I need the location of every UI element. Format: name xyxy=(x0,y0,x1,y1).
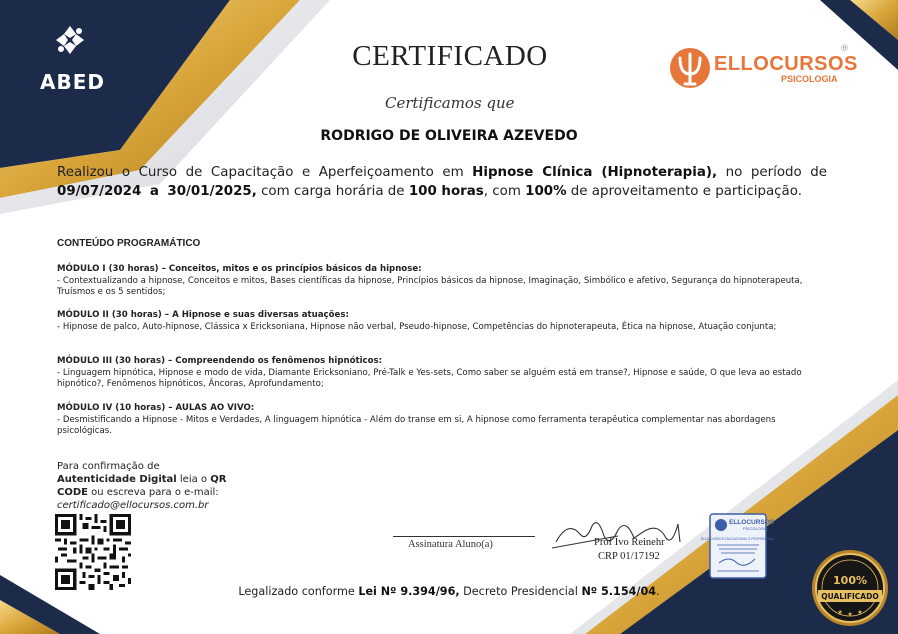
start-date: 09/07/2024 xyxy=(57,184,142,199)
ellocursos-name: ELLOCURSOS xyxy=(714,53,858,75)
course-name: Hipnose Clínica (Hipnoterapia), xyxy=(472,165,718,180)
module-text: - Hipnose de palco, Auto-hipnose, Clássica x Ericksoniana, Hipnose não verbal, Pseudo-hipnose, Competências do hipnoterapeuta, Ética na hipnose, Atuação conjunta; xyxy=(57,321,777,332)
module-text: - Desmistificando a Hipnose - Mitos e Verdades, A linguagem hipnótica - Além do transe em si, A hipnose como ferramenta terapêutica complementar nas abordagens psicológicas. xyxy=(57,414,776,436)
ellocursos-sub: PSICOLOGIA xyxy=(781,74,838,84)
svg-text:★: ★ xyxy=(857,609,863,616)
verification-text: ou escreva para o e-mail: xyxy=(87,487,219,498)
certificate-body xyxy=(57,163,827,201)
seal-percent: 100% xyxy=(833,574,867,587)
module-block xyxy=(57,403,827,438)
student-signature-line xyxy=(393,536,535,537)
abed-logo-text: ABED xyxy=(40,70,105,94)
module-text: - Linguagem hipnótica, Hipnose e modo de vida, Diamante Ericksoniano, Pré-Talk e Yes-sets, Como saber se alguém está em transe?, Hipnose e saúde, O que leva ao estado hipnótico?, Fenômenos hipnóticos, Âncoras, Aprofundamento; xyxy=(57,367,802,389)
seal-label: QUALIFICADO xyxy=(821,592,879,601)
module-block xyxy=(57,310,827,333)
module-title: MÓDULO II (30 horas) – A Hipnose e suas diversas atuações: xyxy=(57,310,349,320)
student-signature-label: Assinatura Aluno(a) xyxy=(408,539,493,550)
stamp-brand: ELLOCURSOS xyxy=(729,519,775,526)
verification-text: leia o xyxy=(176,474,211,485)
institution-stamp-icon xyxy=(701,513,775,579)
quality-seal-icon xyxy=(810,548,890,628)
course-hours: 100 horas xyxy=(408,184,484,199)
certifies-line: Certificamos que xyxy=(385,94,515,112)
module-title: MÓDULO I (30 horas) – Conceitos, mitos e os princípios básicos da hipnose: xyxy=(57,264,422,274)
svg-text:★: ★ xyxy=(847,611,853,618)
legal-law: Lei Nº 9.394/96, xyxy=(358,585,460,598)
legal-text: Legalizado conforme xyxy=(238,585,359,598)
verification-text: QR xyxy=(210,474,227,485)
body-text: a xyxy=(149,184,159,199)
module-title: MÓDULO III (30 horas) – Compreendendo os fenômenos hipnóticos: xyxy=(57,356,383,366)
module-block xyxy=(57,356,827,391)
module-title: MÓDULO IV (10 horas) – AULAS AO VIVO: xyxy=(57,403,255,413)
end-date: 30/01/2025, xyxy=(167,184,257,199)
registered-mark: ® xyxy=(840,44,849,54)
body-text: Realizou o Curso de Capacitação e Aperfeiçoamento em xyxy=(57,165,473,180)
body-text: com carga horária de xyxy=(256,184,409,199)
module-block xyxy=(57,264,827,299)
completion-percent: 100% xyxy=(525,184,567,199)
qr-code-icon[interactable] xyxy=(55,514,131,590)
professor-registration: CRP 01/17192 xyxy=(598,551,660,562)
body-text: no período de xyxy=(717,165,827,180)
professor-name: Prof Ivo Reinehr xyxy=(594,537,665,548)
legal-text: . xyxy=(656,585,660,598)
stamp-sub: PSICOLOGIA xyxy=(743,526,768,531)
verification-text: Autenticidade Digital xyxy=(57,474,177,485)
svg-text:★: ★ xyxy=(837,609,843,616)
content-title: CONTEÚDO PROGRAMÁTICO xyxy=(57,238,201,249)
legal-decree: Nº 5.154/04 xyxy=(581,585,657,598)
verification-text: Para confirmação de xyxy=(57,461,160,472)
verification-text: CODE xyxy=(57,487,88,498)
verification-note xyxy=(57,460,247,512)
stamp-line: ELLO CURSOS EDUCACIONAL E PROFISSIONAL xyxy=(701,537,775,541)
recipient-name: RODRIGO DE OLIVEIRA AZEVEDO xyxy=(320,128,578,144)
legal-text: Decreto Presidencial xyxy=(459,585,582,598)
module-text: - Contextualizando a hipnose, Conceitos e mitos, Bases científicas da hipnose, Princípios básicos da hipnose, Imaginação, Simbólico e afetivo, Segurança do hipnoterapeuta, Truísmos e os 5 sentidos; xyxy=(57,275,803,297)
certificate-title: CERTIFICADO xyxy=(352,40,548,72)
body-text: de aproveitamento e participação. xyxy=(566,184,802,199)
verification-email[interactable]: certificado@ellocursos.com.br xyxy=(57,500,209,511)
body-text: , com xyxy=(483,184,526,199)
legal-notice xyxy=(0,585,898,598)
